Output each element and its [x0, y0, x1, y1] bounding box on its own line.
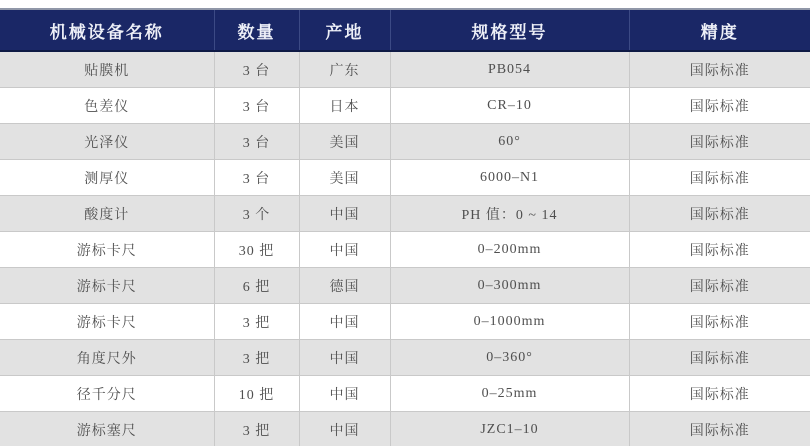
cell-precision: 国际标准 — [629, 412, 810, 446]
table-row — [0, 340, 810, 376]
cell-model: 60° — [390, 124, 629, 160]
table-row — [0, 124, 810, 160]
cell-origin: 中国 — [299, 340, 390, 376]
cell-origin: 美国 — [299, 124, 390, 160]
column-header-1: 数量 — [214, 9, 299, 51]
table-row — [0, 88, 810, 124]
cell-model: 0–200mm — [390, 232, 629, 268]
cell-name: 贴膜机 — [0, 51, 214, 88]
cell-name: 径千分尺 — [0, 376, 214, 412]
cell-quantity: 3 台 — [214, 160, 299, 196]
cell-precision: 国际标准 — [629, 232, 810, 268]
cell-origin: 日本 — [299, 88, 390, 124]
column-header-4: 精度 — [629, 9, 810, 51]
cell-name: 游标卡尺 — [0, 268, 214, 304]
cell-model: CR–10 — [390, 88, 629, 124]
cell-name: 游标卡尺 — [0, 232, 214, 268]
table-row — [0, 51, 810, 88]
cell-name: 光泽仪 — [0, 124, 214, 160]
cell-name: 游标塞尺 — [0, 412, 214, 446]
cell-quantity: 3 台 — [214, 124, 299, 160]
cell-precision: 国际标准 — [629, 51, 810, 88]
column-header-2: 产地 — [299, 9, 390, 51]
cell-model: PB054 — [390, 51, 629, 88]
cell-precision: 国际标准 — [629, 304, 810, 340]
cell-model: 0–300mm — [390, 268, 629, 304]
cell-quantity: 6 把 — [214, 268, 299, 304]
column-header-3: 规格型号 — [390, 9, 629, 51]
cell-quantity: 10 把 — [214, 376, 299, 412]
table-row — [0, 268, 810, 304]
cell-origin: 广东 — [299, 51, 390, 88]
cell-origin: 中国 — [299, 232, 390, 268]
cell-precision: 国际标准 — [629, 376, 810, 412]
cell-precision: 国际标准 — [629, 340, 810, 376]
cell-origin: 中国 — [299, 412, 390, 446]
table-row — [0, 412, 810, 446]
cell-model: 0–360° — [390, 340, 629, 376]
cell-precision: 国际标准 — [629, 268, 810, 304]
table-row — [0, 160, 810, 196]
cell-precision: 国际标准 — [629, 124, 810, 160]
table-row — [0, 376, 810, 412]
table-row — [0, 304, 810, 340]
cell-quantity: 3 个 — [214, 196, 299, 232]
cell-quantity: 3 把 — [214, 412, 299, 446]
cell-name: 酸度计 — [0, 196, 214, 232]
cell-model: PH 值：0 ~ 14 — [390, 196, 629, 232]
cell-origin: 德国 — [299, 268, 390, 304]
cell-model: JZC1–10 — [390, 412, 629, 446]
cell-model: 0–1000mm — [390, 304, 629, 340]
column-header-0: 机械设备名称 — [0, 9, 214, 51]
cell-origin: 美国 — [299, 160, 390, 196]
table-row — [0, 196, 810, 232]
cell-origin: 中国 — [299, 304, 390, 340]
cell-quantity: 30 把 — [214, 232, 299, 268]
cell-origin: 中国 — [299, 196, 390, 232]
cell-name: 色差仪 — [0, 88, 214, 124]
equipment-spec-table — [0, 8, 810, 446]
cell-precision: 国际标准 — [629, 88, 810, 124]
cell-name: 测厚仪 — [0, 160, 214, 196]
cell-quantity: 3 台 — [214, 51, 299, 88]
table-row — [0, 232, 810, 268]
page-top-margin — [0, 0, 810, 8]
cell-model: 0–25mm — [390, 376, 629, 412]
cell-precision: 国际标准 — [629, 160, 810, 196]
cell-quantity: 3 台 — [214, 88, 299, 124]
cell-precision: 国际标准 — [629, 196, 810, 232]
cell-model: 6000–N1 — [390, 160, 629, 196]
table-header-row — [0, 9, 810, 51]
cell-quantity: 3 把 — [214, 304, 299, 340]
cell-quantity: 3 把 — [214, 340, 299, 376]
cell-origin: 中国 — [299, 376, 390, 412]
cell-name: 角度尺外 — [0, 340, 214, 376]
cell-name: 游标卡尺 — [0, 304, 214, 340]
